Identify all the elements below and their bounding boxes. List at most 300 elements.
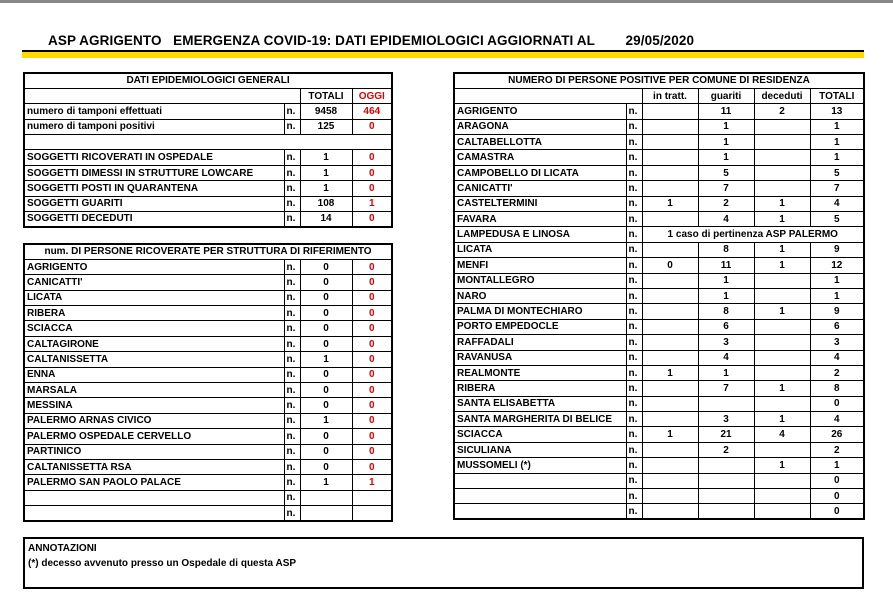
table-row: [454, 242, 864, 257]
row-unit: n.: [626, 442, 642, 457]
table-row: [454, 365, 864, 380]
row-oggi: 464: [352, 104, 392, 119]
row-tratt: [642, 165, 698, 180]
table-row: [24, 321, 392, 336]
row-deceduti: 1: [754, 304, 810, 319]
row-totali: 2: [810, 442, 864, 457]
row-totali: 8: [810, 381, 864, 396]
row-deceduti: 4: [754, 427, 810, 442]
row-oggi: 0: [352, 259, 392, 274]
table-row: [454, 304, 864, 319]
row-deceduti: 1: [754, 458, 810, 473]
table-row: [24, 367, 392, 382]
row-totali: 1: [300, 475, 352, 490]
row-oggi: 1: [352, 475, 392, 490]
row-unit: n.: [284, 212, 300, 227]
row-totali: [300, 490, 352, 505]
row-unit: n.: [626, 165, 642, 180]
row-label: CAMPOBELLO DI LICATA: [454, 165, 626, 180]
table-row: [24, 475, 392, 490]
row-deceduti: [754, 396, 810, 411]
row-oggi: 0: [352, 398, 392, 413]
row-label: [454, 473, 626, 488]
row-oggi: 0: [352, 459, 392, 474]
table-row: [454, 381, 864, 396]
row-label: PALERMO ARNAS CIVICO: [24, 413, 284, 428]
row-label: CANICATTI': [454, 181, 626, 196]
row-guariti: 8: [698, 242, 754, 257]
row-unit: n.: [626, 181, 642, 196]
row-guariti: 4: [698, 350, 754, 365]
row-unit: n.: [284, 490, 300, 505]
table-row: [24, 336, 392, 351]
row-deceduti: [754, 335, 810, 350]
row-tratt: [642, 504, 698, 519]
row-totali: 0: [810, 473, 864, 488]
table-row: [454, 119, 864, 134]
row-unit: n.: [626, 504, 642, 519]
table-row: [24, 383, 392, 398]
row-label: [24, 490, 284, 505]
table-row: [454, 335, 864, 350]
row-totali: 2: [810, 365, 864, 380]
row-unit: n.: [626, 427, 642, 442]
row-unit: n.: [626, 135, 642, 150]
row-guariti: 1: [698, 135, 754, 150]
table-row: [454, 104, 864, 119]
row-totali: 4: [810, 412, 864, 427]
row-guariti: 3: [698, 412, 754, 427]
row-tratt: [642, 273, 698, 288]
row-totali: 0: [300, 398, 352, 413]
row-label: RIBERA: [454, 381, 626, 396]
row-label: LICATA: [454, 242, 626, 257]
row-guariti: 11: [698, 258, 754, 273]
row-guariti: 8: [698, 304, 754, 319]
row-unit: n.: [626, 212, 642, 227]
row-tratt: [642, 412, 698, 427]
row-label: SCIACCA: [454, 427, 626, 442]
title-highlight-rule: [22, 52, 864, 58]
row-unit: n.: [284, 290, 300, 305]
row-guariti: 21: [698, 427, 754, 442]
row-unit: n.: [284, 259, 300, 274]
row-totali: 6: [810, 319, 864, 334]
row-totali: 125: [300, 119, 352, 134]
row-label: CASTELTERMINI: [454, 196, 626, 211]
row-label: LICATA: [24, 290, 284, 305]
row-oggi: 0: [352, 321, 392, 336]
table-row: [24, 259, 392, 274]
row-label: CANICATTI': [24, 275, 284, 290]
row-totali: 0: [300, 321, 352, 336]
row-oggi: 0: [352, 275, 392, 290]
row-unit: n.: [284, 367, 300, 382]
row-unit: n.: [284, 104, 300, 119]
row-label: SOGGETTI POSTI IN QUARANTENA: [24, 181, 284, 196]
table-row: [454, 396, 864, 411]
row-totali: 13: [810, 104, 864, 119]
row-label: MENFI: [454, 258, 626, 273]
row-deceduti: [754, 288, 810, 303]
row-totali: 1: [300, 352, 352, 367]
table-row: [24, 104, 392, 119]
row-tratt: 0: [642, 258, 698, 273]
row-oggi: 0: [352, 367, 392, 382]
row-label: REALMONTE: [454, 365, 626, 380]
row-unit: n.: [284, 459, 300, 474]
row-oggi: 0: [352, 444, 392, 459]
row-unit: n.: [284, 352, 300, 367]
row-totali: 0: [300, 367, 352, 382]
row-tratt: [642, 335, 698, 350]
row-deceduti: [754, 442, 810, 457]
row-label: PALERMO OSPEDALE CERVELLO: [24, 429, 284, 444]
table-row: [454, 150, 864, 165]
row-guariti: [698, 504, 754, 519]
row-tratt: [642, 135, 698, 150]
row-unit: n.: [284, 475, 300, 490]
row-totali: 0: [300, 306, 352, 321]
row-deceduti: [754, 150, 810, 165]
table-row: [454, 427, 864, 442]
municipality-header-blank: [454, 88, 642, 103]
row-totali: 1: [810, 288, 864, 303]
row-label: RAFFADALI: [454, 335, 626, 350]
row-label: RAVANUSA: [454, 350, 626, 365]
row-deceduti: [754, 504, 810, 519]
row-guariti: 1: [698, 365, 754, 380]
row-totali: 1: [300, 150, 352, 165]
row-totali: 1: [300, 413, 352, 428]
table-row: [24, 306, 392, 321]
table-row: [454, 212, 864, 227]
notes-box: [23, 537, 864, 589]
row-label: CALTAGIRONE: [24, 336, 284, 351]
table-row: [454, 412, 864, 427]
row-label: AGRIGENTO: [454, 104, 626, 119]
row-oggi: 0: [352, 429, 392, 444]
row-label: numero di tamponi positivi: [24, 119, 284, 134]
table-row: [24, 119, 392, 134]
row-tratt: [642, 242, 698, 257]
row-tratt: [642, 350, 698, 365]
table-row: [454, 258, 864, 273]
table-row: [454, 273, 864, 288]
row-deceduti: [754, 273, 810, 288]
table-row: [24, 165, 392, 180]
row-guariti: [698, 396, 754, 411]
row-deceduti: 1: [754, 381, 810, 396]
row-unit: n.: [626, 196, 642, 211]
table-row: [454, 227, 864, 242]
general-col-totali: TOTALI: [300, 88, 352, 103]
row-totali: 12: [810, 258, 864, 273]
row-totali: 7: [810, 181, 864, 196]
row-label: PARTINICO: [24, 444, 284, 459]
row-label: CALTANISSETTA RSA: [24, 459, 284, 474]
row-oggi: 0: [352, 181, 392, 196]
row-guariti: 7: [698, 381, 754, 396]
row-guariti: 6: [698, 319, 754, 334]
row-oggi: 0: [352, 383, 392, 398]
table-row: [454, 350, 864, 365]
row-label: AGRIGENTO: [24, 259, 284, 274]
table-spacer-row: [24, 135, 392, 150]
row-totali: 0: [300, 459, 352, 474]
row-tratt: [642, 104, 698, 119]
row-guariti: 1: [698, 119, 754, 134]
row-unit: n.: [626, 242, 642, 257]
row-oggi: 0: [352, 119, 392, 134]
row-label: ARAGONA: [454, 119, 626, 134]
row-label: [24, 506, 284, 521]
row-tratt: [642, 181, 698, 196]
title-date: 29/05/2020: [625, 33, 695, 48]
table-row: [454, 458, 864, 473]
row-unit: n.: [626, 304, 642, 319]
row-oggi: [352, 506, 392, 521]
table-row: [454, 319, 864, 334]
row-unit: n.: [284, 429, 300, 444]
row-unit: n.: [284, 119, 300, 134]
row-deceduti: 1: [754, 212, 810, 227]
row-oggi: 0: [352, 413, 392, 428]
row-totali: 0: [810, 504, 864, 519]
row-totali: 0: [300, 383, 352, 398]
row-tratt: [642, 458, 698, 473]
row-guariti: 5: [698, 165, 754, 180]
row-totali: 1: [300, 165, 352, 180]
table-row: [454, 504, 864, 519]
table-row: [24, 459, 392, 474]
row-label: CALTABELLOTTA: [454, 135, 626, 150]
row-unit: n.: [626, 365, 642, 380]
row-oggi: 0: [352, 352, 392, 367]
table-row: [24, 275, 392, 290]
row-totali: 14: [300, 212, 352, 227]
notes-title: ANNOTAZIONI: [28, 543, 97, 554]
row-unit: n.: [626, 335, 642, 350]
row-tratt: [642, 212, 698, 227]
row-totali: 1: [810, 119, 864, 134]
row-label: MARSALA: [24, 383, 284, 398]
table-row: [24, 413, 392, 428]
row-totali: 0: [300, 336, 352, 351]
row-totali: 1: [810, 150, 864, 165]
row-label: SCIACCA: [24, 321, 284, 336]
municipality-col-tratt: in tratt.: [642, 88, 698, 103]
row-unit: n.: [626, 412, 642, 427]
general-header-blank: [24, 88, 300, 103]
table-row: [454, 288, 864, 303]
table-row: [24, 212, 392, 227]
row-unit: n.: [284, 196, 300, 211]
row-label: SANTA MARGHERITA DI BELICE: [454, 412, 626, 427]
row-deceduti: [754, 181, 810, 196]
row-totali: 1: [810, 135, 864, 150]
row-unit: n.: [626, 381, 642, 396]
table-row: [454, 442, 864, 457]
row-label: PALERMO SAN PAOLO PALACE: [24, 475, 284, 490]
row-tratt: [642, 473, 698, 488]
row-guariti: 1: [698, 288, 754, 303]
row-guariti: 1: [698, 273, 754, 288]
row-unit: n.: [284, 413, 300, 428]
page-title: [48, 33, 868, 48]
row-label: SICULIANA: [454, 442, 626, 457]
row-oggi: 0: [352, 290, 392, 305]
general-data-title: DATI EPIDEMIOLOGICI GENERALI: [24, 73, 392, 88]
municipality-table-title: NUMERO DI PERSONE POSITIVE PER COMUNE DI RESIDENZA: [454, 73, 864, 88]
row-unit: n.: [284, 150, 300, 165]
lampedusa-note: 1 caso di pertinenza ASP PALERMO: [642, 227, 864, 242]
title-subject: EMERGENZA COVID-19: DATI EPIDEMIOLOGICI AGGIORNATI AL: [173, 33, 595, 48]
row-tratt: [642, 288, 698, 303]
row-oggi: 0: [352, 150, 392, 165]
row-unit: n.: [284, 321, 300, 336]
municipality-col-guariti: guariti: [698, 88, 754, 103]
row-deceduti: [754, 319, 810, 334]
row-unit: n.: [626, 227, 642, 242]
row-totali: 0: [300, 429, 352, 444]
row-deceduti: [754, 165, 810, 180]
general-col-oggi: OGGI: [352, 88, 392, 103]
table-row: [24, 429, 392, 444]
title-org: ASP AGRIGENTO: [48, 33, 162, 48]
hospital-table-title: num. DI PERSONE RICOVERATE PER STRUTTURA DI RIFERIMENTO: [24, 244, 392, 259]
table-row: [24, 506, 392, 521]
row-deceduti: [754, 489, 810, 504]
row-label: PALMA DI MONTECHIARO: [454, 304, 626, 319]
row-totali: 3: [810, 335, 864, 350]
row-totali: 1: [810, 458, 864, 473]
row-tratt: [642, 442, 698, 457]
table-row: [24, 444, 392, 459]
row-deceduti: [754, 135, 810, 150]
row-tratt: [642, 489, 698, 504]
row-label: MONTALLEGRO: [454, 273, 626, 288]
row-tratt: [642, 119, 698, 134]
row-tratt: 1: [642, 365, 698, 380]
row-unit: n.: [626, 258, 642, 273]
municipality-col-totali: TOTALI: [810, 88, 864, 103]
row-deceduti: 1: [754, 412, 810, 427]
row-totali: 0: [810, 489, 864, 504]
row-unit: n.: [626, 150, 642, 165]
table-row: [24, 181, 392, 196]
municipality-col-deceduti: deceduti: [754, 88, 810, 103]
row-label: [454, 489, 626, 504]
row-label: PORTO EMPEDOCLE: [454, 319, 626, 334]
row-deceduti: 1: [754, 258, 810, 273]
row-unit: n.: [284, 398, 300, 413]
row-guariti: 4: [698, 212, 754, 227]
row-unit: n.: [626, 396, 642, 411]
row-label: CALTANISSETTA: [24, 352, 284, 367]
row-guariti: 7: [698, 181, 754, 196]
row-unit: n.: [284, 181, 300, 196]
table-row: [454, 181, 864, 196]
row-deceduti: [754, 119, 810, 134]
top-border: [0, 0, 893, 3]
row-totali: 0: [300, 444, 352, 459]
row-guariti: 3: [698, 335, 754, 350]
row-oggi: 0: [352, 165, 392, 180]
table-row: [454, 489, 864, 504]
row-label: SANTA ELISABETTA: [454, 396, 626, 411]
row-unit: n.: [626, 319, 642, 334]
row-unit: n.: [284, 336, 300, 351]
row-totali: 9: [810, 242, 864, 257]
row-unit: n.: [626, 350, 642, 365]
row-tratt: 1: [642, 196, 698, 211]
row-totali: 5: [810, 165, 864, 180]
row-label: CAMASTRA: [454, 150, 626, 165]
row-guariti: 2: [698, 442, 754, 457]
row-unit: n.: [626, 489, 642, 504]
row-totali: 1: [810, 273, 864, 288]
row-totali: 4: [810, 350, 864, 365]
row-label: SOGGETTI RICOVERATI IN OSPEDALE: [24, 150, 284, 165]
row-unit: n.: [626, 104, 642, 119]
row-label: SOGGETTI DIMESSI IN STRUTTURE LOWCARE: [24, 165, 284, 180]
row-unit: n.: [626, 119, 642, 134]
row-oggi: 0: [352, 212, 392, 227]
row-label: ENNA: [24, 367, 284, 382]
row-label: RIBERA: [24, 306, 284, 321]
row-deceduti: 1: [754, 196, 810, 211]
row-label: MESSINA: [24, 398, 284, 413]
row-label: SOGGETTI DECEDUTI: [24, 212, 284, 227]
row-unit: n.: [626, 288, 642, 303]
municipality-table: [453, 72, 865, 520]
table-row: [454, 473, 864, 488]
row-label: NARO: [454, 288, 626, 303]
row-totali: 108: [300, 196, 352, 211]
row-unit: n.: [284, 444, 300, 459]
row-tratt: [642, 381, 698, 396]
row-tratt: [642, 150, 698, 165]
row-tratt: [642, 304, 698, 319]
row-guariti: 2: [698, 196, 754, 211]
row-guariti: 11: [698, 104, 754, 119]
row-unit: n.: [284, 383, 300, 398]
row-label: LAMPEDUSA E LINOSA: [454, 227, 626, 242]
row-totali: 0: [300, 259, 352, 274]
row-label: MUSSOMELI (*): [454, 458, 626, 473]
row-deceduti: [754, 350, 810, 365]
row-totali: 0: [300, 290, 352, 305]
row-totali: 26: [810, 427, 864, 442]
row-totali: [300, 506, 352, 521]
row-label: numero di tamponi effettuati: [24, 104, 284, 119]
row-unit: n.: [626, 458, 642, 473]
row-unit: n.: [284, 506, 300, 521]
row-label: [454, 504, 626, 519]
row-tratt: 1: [642, 427, 698, 442]
row-deceduti: 2: [754, 104, 810, 119]
row-label: FAVARA: [454, 212, 626, 227]
row-deceduti: [754, 473, 810, 488]
table-row: [24, 150, 392, 165]
spacer-cell: [24, 135, 392, 150]
row-guariti: [698, 489, 754, 504]
table-row: [454, 165, 864, 180]
row-unit: n.: [284, 306, 300, 321]
row-deceduti: [754, 365, 810, 380]
table-row: [454, 135, 864, 150]
